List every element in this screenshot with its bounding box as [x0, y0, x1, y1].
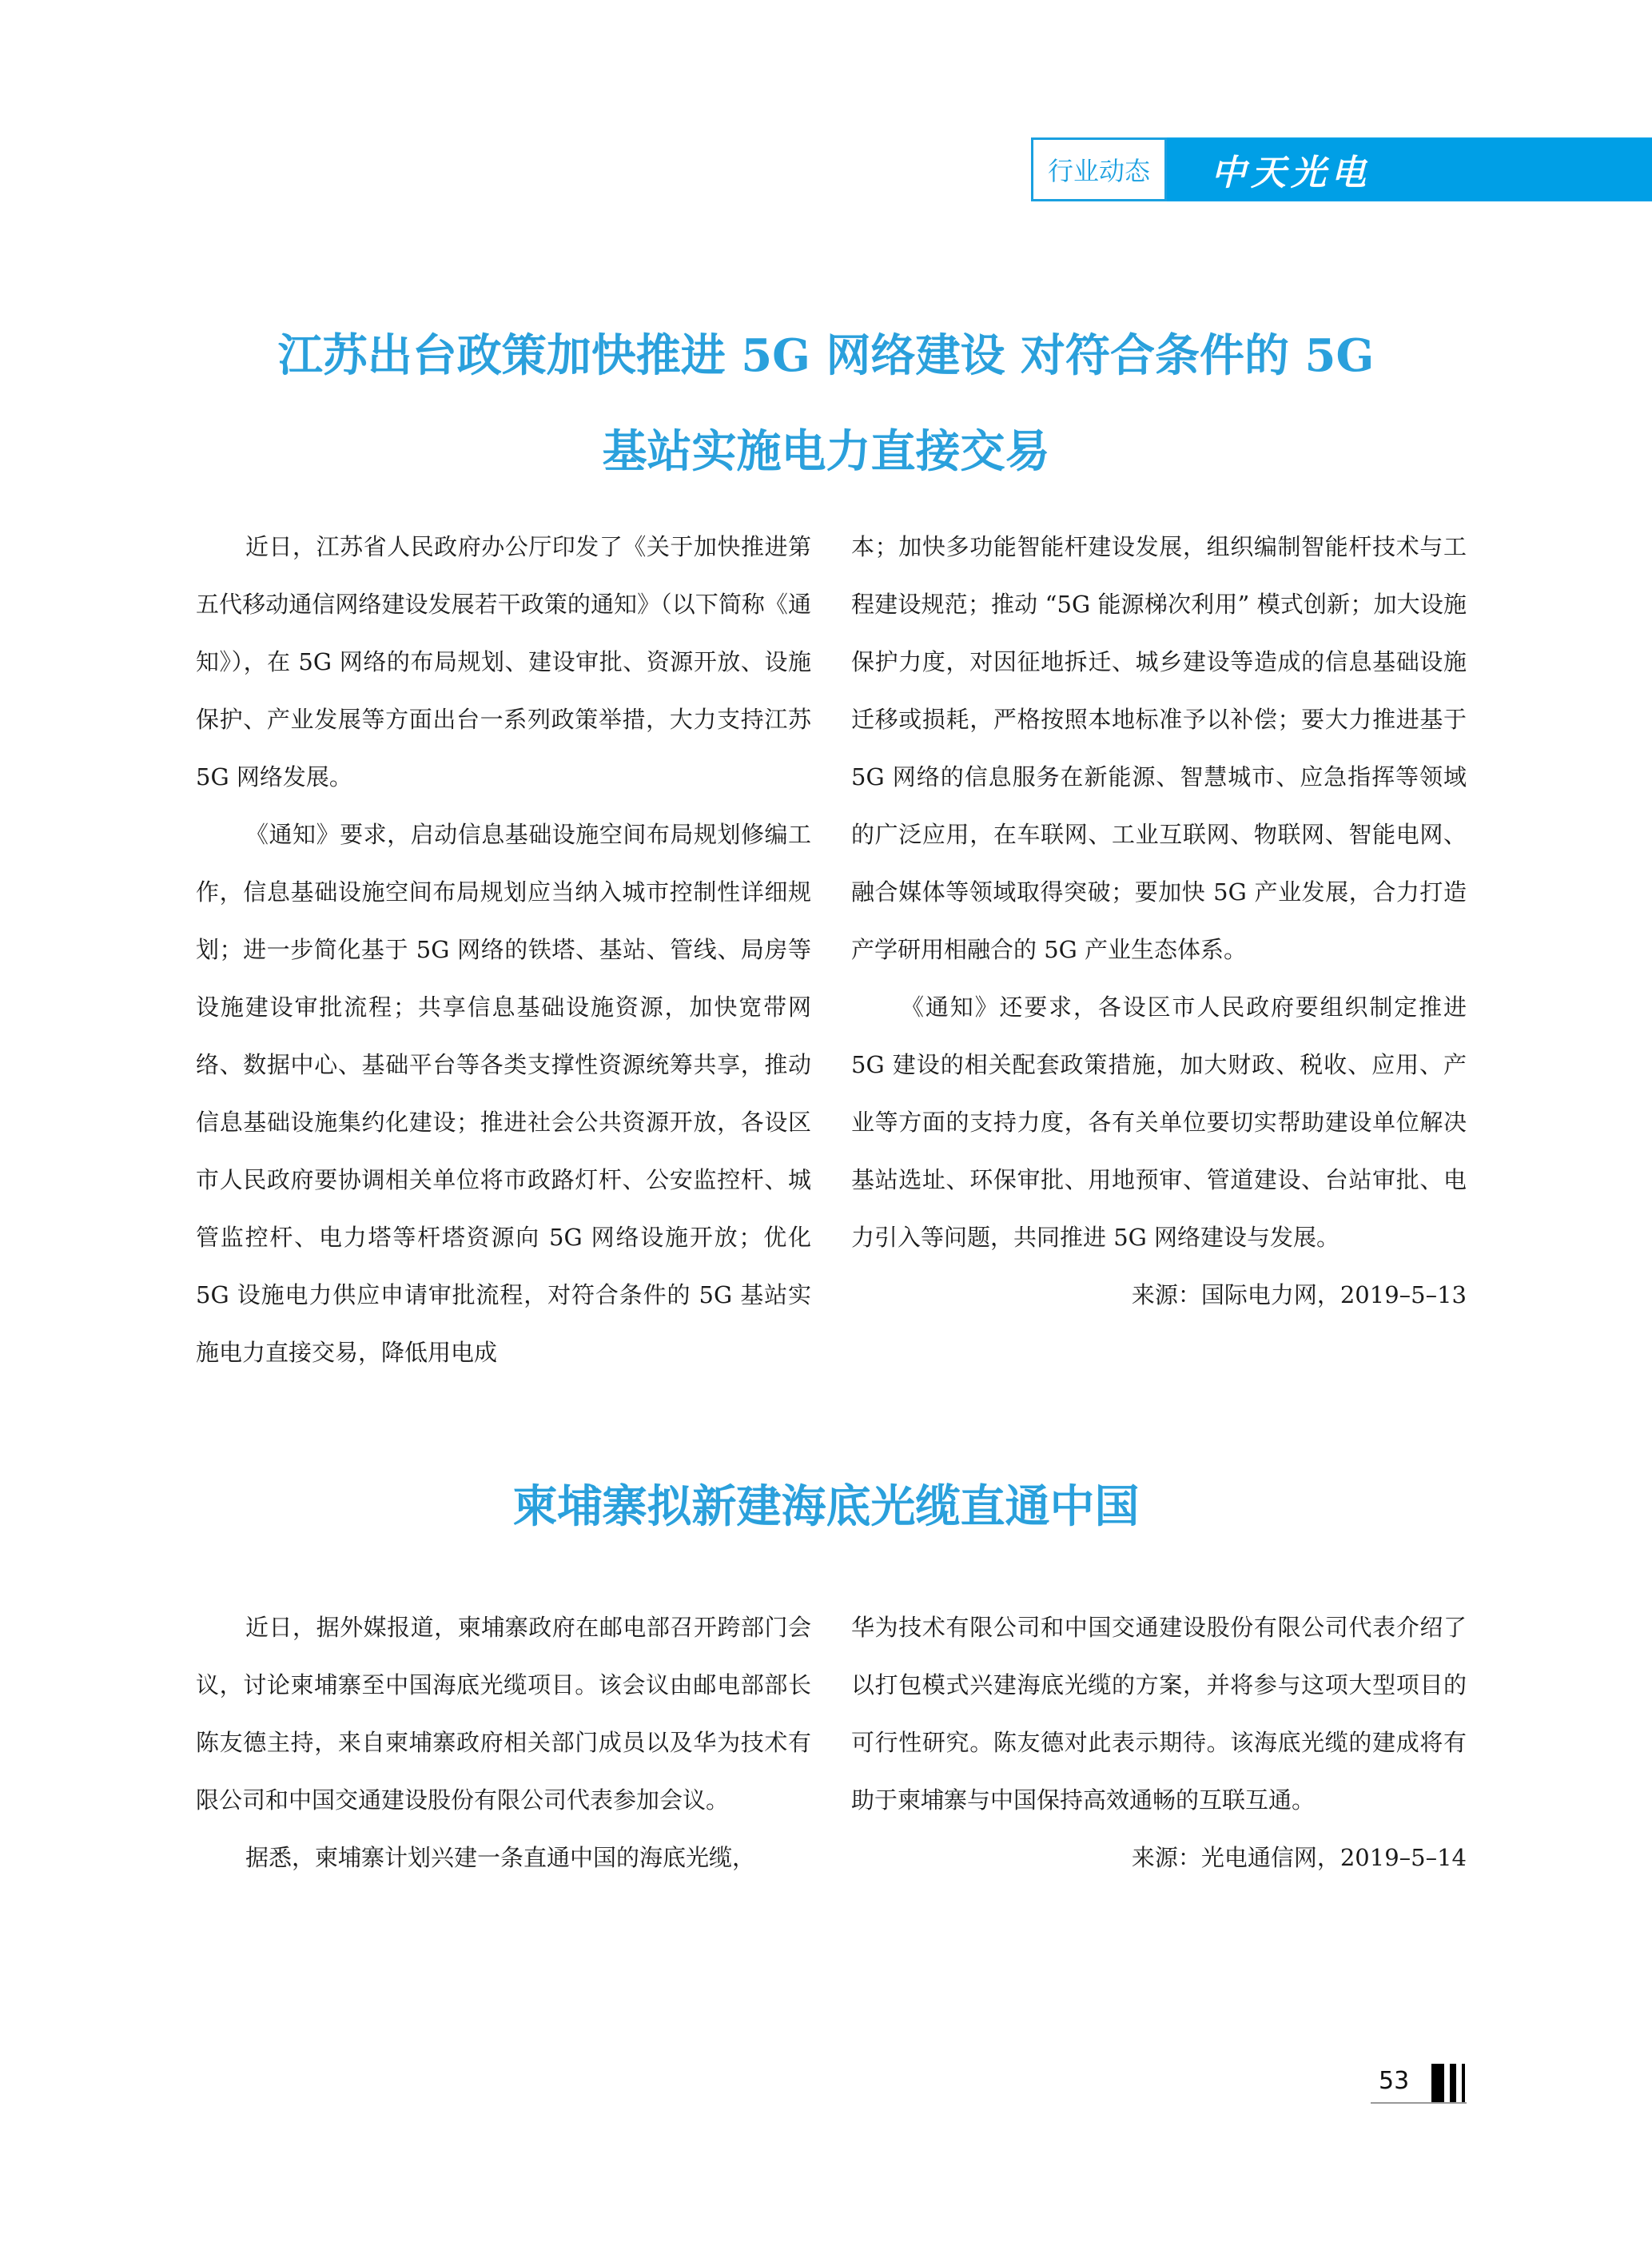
article2-paragraph: 华为技术有限公司和中国交通建设股份有限公司代表介绍了以打包模式兴建海底光缆的方案，并将参与这项大型项目的可行性研究。陈友德对此表示期待。该海底光缆的建成将有助于柬埔寨与中国保持高效通畅的互联互通。	[851, 1614, 1467, 1814]
page-number: 53	[1379, 2067, 1410, 2095]
article1-paragraph: 《通知》要求，启动信息基础设施空间布局规划修编工作，信息基础设施空间布局规划应当纳入城市控制性详细规划；进一步简化基于 5G 网络的铁塔、基站、管线、局房等设施建设审批流程；共享信息基础设施资源，加快宽带网络、数据中心、基础平台等各类支撑性资源统筹共享，推动信息基础设施集约化建设；推进社会公共资源开放，各设区市人民政府要协调相关单位将市政路灯杆、公安监控杆、城管监控杆、电力塔等杆塔资源向 5G 网络设施开放；优化 5G 设施电力供应申请审批流程，对符合条件的 5G 基站实施电力直接交易，降低用电成	[196, 821, 811, 1366]
article2-paragraph: 近日，据外媒报道，柬埔寨政府在邮电部召开跨部门会议，讨论柬埔寨至中国海底光缆项目。该会议由邮电部部长陈友德主持，来自柬埔寨政府相关部门成员以及华为技术有限公司和中国交通建设股份有限公司代表参加会议。	[196, 1614, 811, 1814]
article2-column-right	[851, 1599, 1467, 1886]
article2-column-left	[196, 1599, 811, 1886]
article1-column-left	[196, 518, 811, 1381]
brand-logo: 中天光电	[1167, 137, 1652, 201]
article1-title	[0, 308, 1652, 500]
article2-title: 柬埔寨拟新建海底光缆直通中国	[512, 1480, 1140, 1533]
page-footer	[1371, 2064, 1467, 2104]
section-label: 行业动态	[1031, 137, 1167, 201]
article2-paragraph: 据悉，柬埔寨计划兴建一条直通中国的海底光缆，	[245, 1844, 756, 1871]
article1-paragraph: 本；加快多功能智能杆建设发展，组织编制智能杆技术与工程建设规范；推动 “5G 能源梯次利用” 模式创新；加大设施保护力度，对因征地拆迁、城乡建设等造成的信息基础设施迁移或损耗，严格按照本地标准予以补偿；要大力推进基于 5G 网络的信息服务在新能源、智慧城市、应急指挥等领域的广泛应用，在车联网、工业互联网、物联网、智能电网、融合媒体等领域取得突破；要加快 5G 产业发展，合力打造产学研用相融合的 5G 产业生态体系。	[851, 533, 1467, 963]
article2-source: 来源：光电通信网，2019–5–14	[1131, 1844, 1467, 1871]
article1-title-line2: 基站实施电力直接交易	[602, 425, 1050, 478]
article1-column-right	[851, 518, 1467, 1324]
header-band	[1031, 137, 1652, 201]
article1-paragraph: 《通知》还要求，各设区市人民政府要组织制定推进 5G 建设的相关配套政策措施，加大财政、税收、应用、产业等方面的支持力度，各有关单位要切实帮助建设单位解决基站选址、环保审批、用地预审、管道建设、台站审批、电力引入等问题，共同推进 5G 网络建设与发展。	[851, 994, 1467, 1251]
barcode-decoration-icon	[1431, 2064, 1465, 2102]
article1-source: 来源：国际电力网，2019–5–13	[1131, 1281, 1467, 1308]
article1-title-line1: 江苏出台政策加快推进 5G 网络建设 对符合条件的 5G	[277, 329, 1375, 382]
article1-paragraph: 近日，江苏省人民政府办公厅印发了《关于加快推进第五代移动通信网络建设发展若干政策的通知》（以下简称《通知》），在 5G 网络的布局规划、建设审批、资源开放、设施保护、产业发展等方面出台一系列政策举措，大力支持江苏 5G 网络发展。	[196, 533, 811, 790]
